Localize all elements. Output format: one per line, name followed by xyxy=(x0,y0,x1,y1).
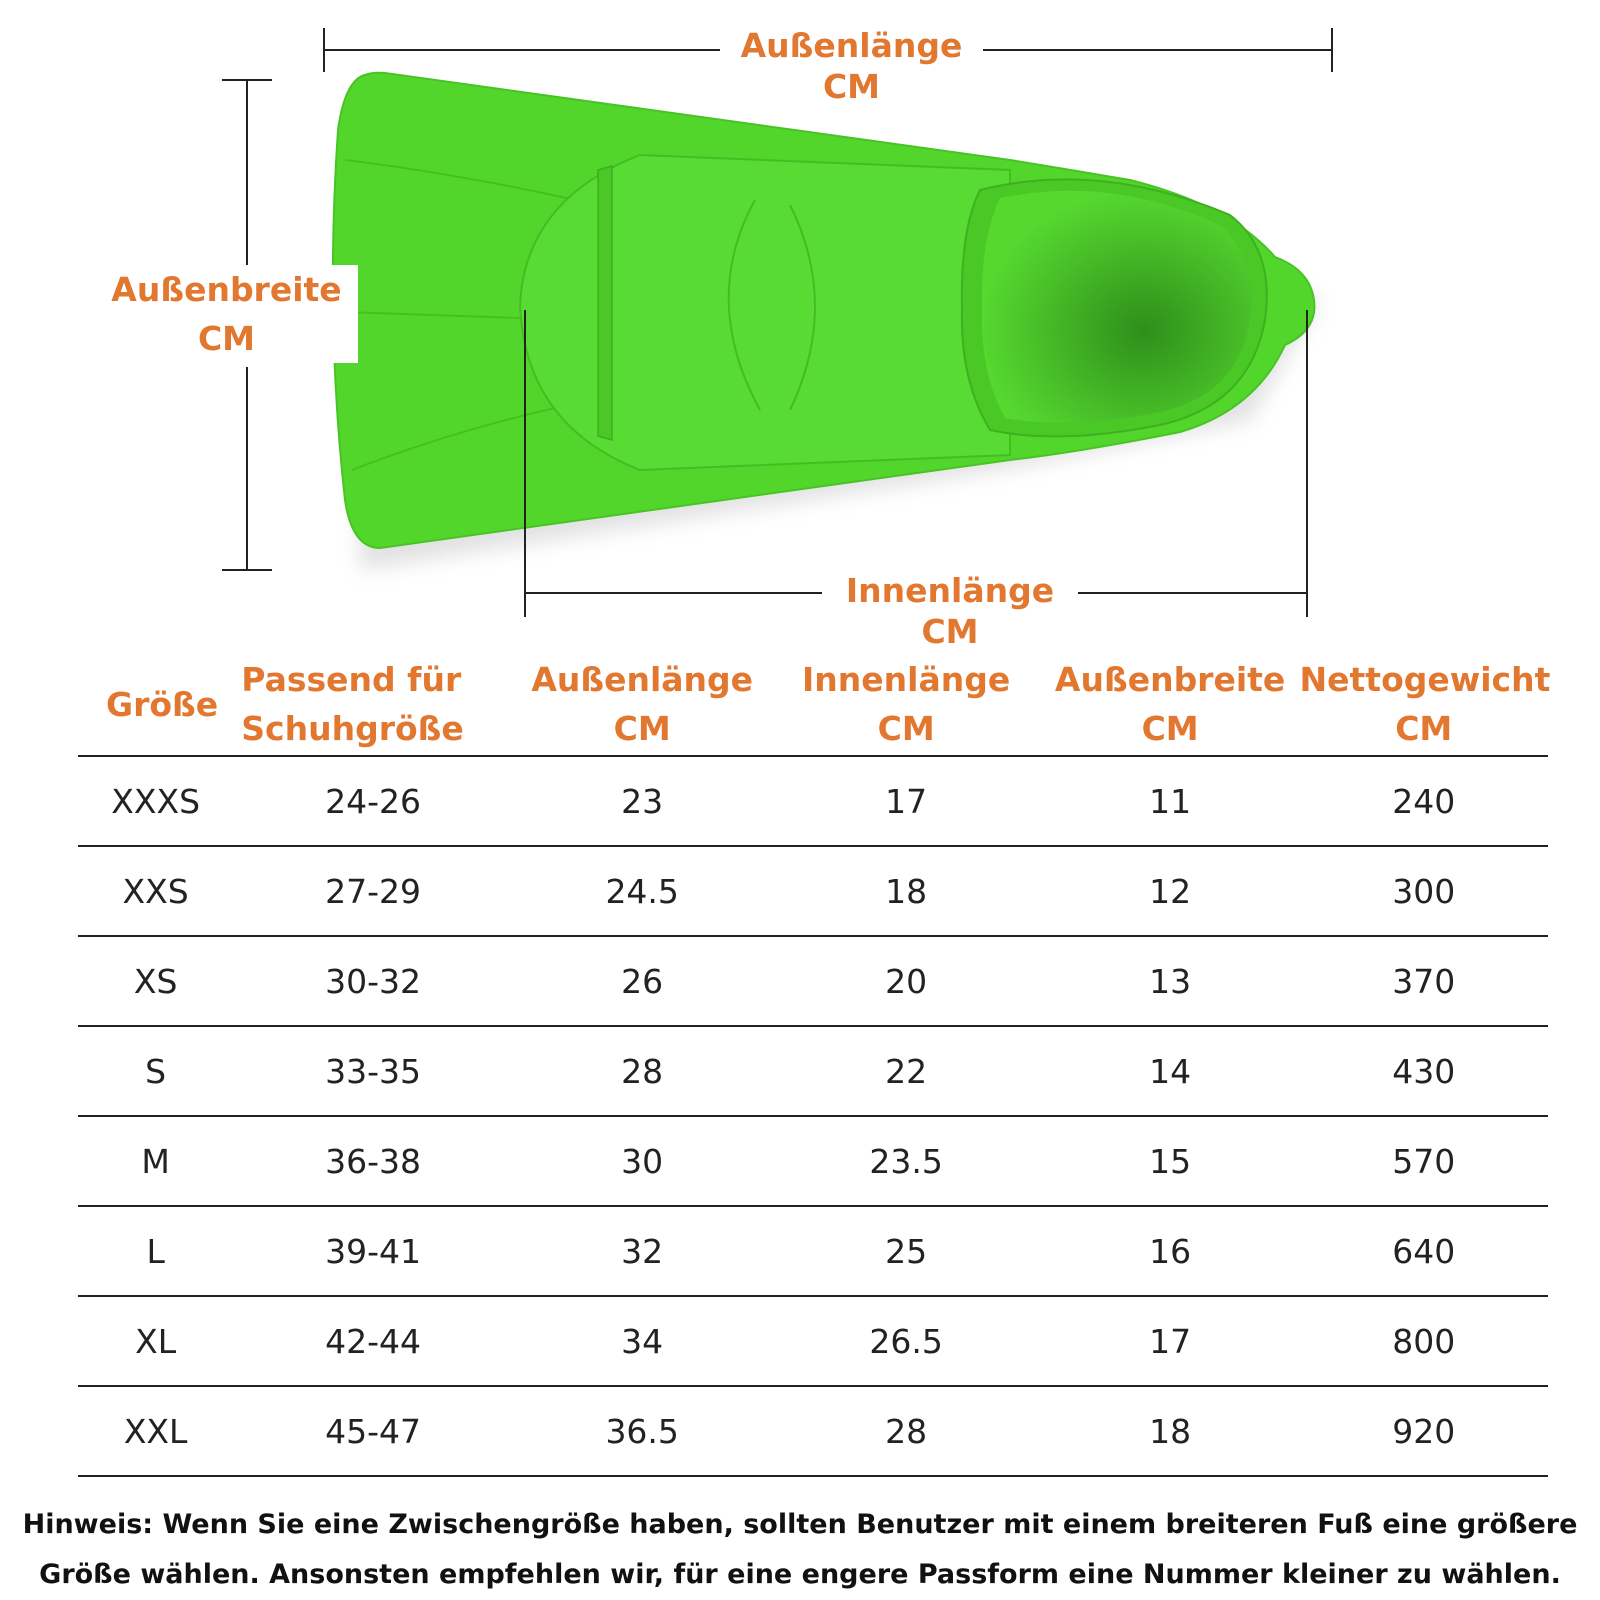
table-cell: XS xyxy=(78,936,233,1026)
inner-length-unit: CM xyxy=(921,612,979,651)
table-cell: 36.5 xyxy=(513,1386,772,1476)
table-cell: 36-38 xyxy=(233,1116,513,1206)
table-row xyxy=(78,846,1548,936)
header-line: Nettogewicht xyxy=(1299,660,1551,699)
header-line: CM xyxy=(613,709,671,748)
table-cell: 13 xyxy=(1041,936,1300,1026)
table-cell: 33-35 xyxy=(233,1026,513,1116)
table-cell: 22 xyxy=(772,1026,1041,1116)
table-cell: L xyxy=(78,1206,233,1296)
table-cell: 570 xyxy=(1300,1116,1548,1206)
table-cell: XXS xyxy=(78,846,233,936)
table-cell: XXXS xyxy=(78,756,233,846)
table-row xyxy=(78,756,1548,846)
outer-width-label xyxy=(95,265,358,363)
header-line: Größe xyxy=(106,685,219,724)
table-cell: 34 xyxy=(513,1296,772,1386)
table-cell: 920 xyxy=(1300,1386,1548,1476)
outer-width-text: Außenbreite xyxy=(111,270,342,309)
table-cell: 20 xyxy=(772,936,1041,1026)
table-cell: 24.5 xyxy=(513,846,772,936)
outer-width-unit: CM xyxy=(197,319,256,358)
outer-length-label xyxy=(720,25,983,107)
table-cell: XXL xyxy=(78,1386,233,1476)
table-cell: 430 xyxy=(1300,1026,1548,1116)
table-cell: 30 xyxy=(513,1116,772,1206)
table-cell: 30-32 xyxy=(233,936,513,1026)
foot-plate xyxy=(520,155,1010,470)
table-cell: 26.5 xyxy=(772,1296,1041,1386)
table-cell: 640 xyxy=(1300,1206,1548,1296)
table-row xyxy=(78,1206,1548,1296)
header-line: CM xyxy=(1395,709,1453,748)
header-line: CM xyxy=(877,709,935,748)
size-table xyxy=(78,655,1551,1477)
table-cell: 23.5 xyxy=(772,1116,1041,1206)
table-cell: 240 xyxy=(1300,756,1548,846)
table-cell: 26 xyxy=(513,936,772,1026)
note xyxy=(20,1500,1580,1600)
table-row xyxy=(78,1296,1548,1386)
header-line: Außenlänge xyxy=(531,660,754,699)
foot-strap xyxy=(598,166,612,440)
table-row xyxy=(78,1116,1548,1206)
table-body xyxy=(78,756,1548,1476)
header-inner-length xyxy=(772,655,1041,756)
outer-length-unit: CM xyxy=(822,67,881,106)
table-cell: 39-41 xyxy=(233,1206,513,1296)
table-cell: 12 xyxy=(1041,846,1300,936)
inner-length-label xyxy=(822,570,1078,652)
table-cell: 800 xyxy=(1300,1296,1548,1386)
table-cell: 17 xyxy=(1041,1296,1300,1386)
table-cell: 28 xyxy=(772,1386,1041,1476)
inner-length-text: Innenlänge xyxy=(845,571,1055,610)
header-shoe-size xyxy=(233,655,513,756)
table-row xyxy=(78,936,1548,1026)
table-cell: 11 xyxy=(1041,756,1300,846)
outer-length-text: Außenlänge xyxy=(740,26,963,65)
header-net-weight xyxy=(1299,655,1551,756)
header-line: Innenlänge xyxy=(802,660,1011,699)
table-cell: 300 xyxy=(1300,846,1548,936)
table-cell: 15 xyxy=(1041,1116,1300,1206)
header-size xyxy=(78,655,233,756)
table-cell: 25 xyxy=(772,1206,1041,1296)
note-line-1: Hinweis: Wenn Sie eine Zwischengröße haben, sollten Benutzer mit einem breiteren Fuß eine größere xyxy=(22,1509,1578,1540)
table-cell: 45-47 xyxy=(233,1386,513,1476)
header-outer-length xyxy=(513,655,772,756)
foot-pocket xyxy=(982,191,1252,423)
header-line: Schuhgröße xyxy=(241,709,464,748)
header-outer-width xyxy=(1041,655,1300,756)
table-header-row xyxy=(78,655,1548,756)
table-cell: 370 xyxy=(1300,936,1548,1026)
table-row xyxy=(78,1386,1548,1476)
table-cell: M xyxy=(78,1116,233,1206)
table-cell: 24-26 xyxy=(233,756,513,846)
table-cell: 23 xyxy=(513,756,772,846)
table-cell: 28 xyxy=(513,1026,772,1116)
table-cell: 18 xyxy=(772,846,1041,936)
table-row xyxy=(78,1026,1548,1116)
note-line-2: Größe wählen. Ansonsten empfehlen wir, für eine engere Passform eine Nummer kleiner zu wählen. xyxy=(39,1559,1561,1590)
table-cell: XL xyxy=(78,1296,233,1386)
table-cell: 27-29 xyxy=(233,846,513,936)
header-line: Außenbreite xyxy=(1054,660,1286,699)
table-cell: 18 xyxy=(1041,1386,1300,1476)
header-line: Passend für xyxy=(241,660,462,699)
table-cell: 14 xyxy=(1041,1026,1300,1116)
header-line: CM xyxy=(1141,709,1199,748)
table-cell: 32 xyxy=(513,1206,772,1296)
table-cell: 42-44 xyxy=(233,1296,513,1386)
table-cell: 16 xyxy=(1041,1206,1300,1296)
table-cell: 17 xyxy=(772,756,1041,846)
table-cell: S xyxy=(78,1026,233,1116)
